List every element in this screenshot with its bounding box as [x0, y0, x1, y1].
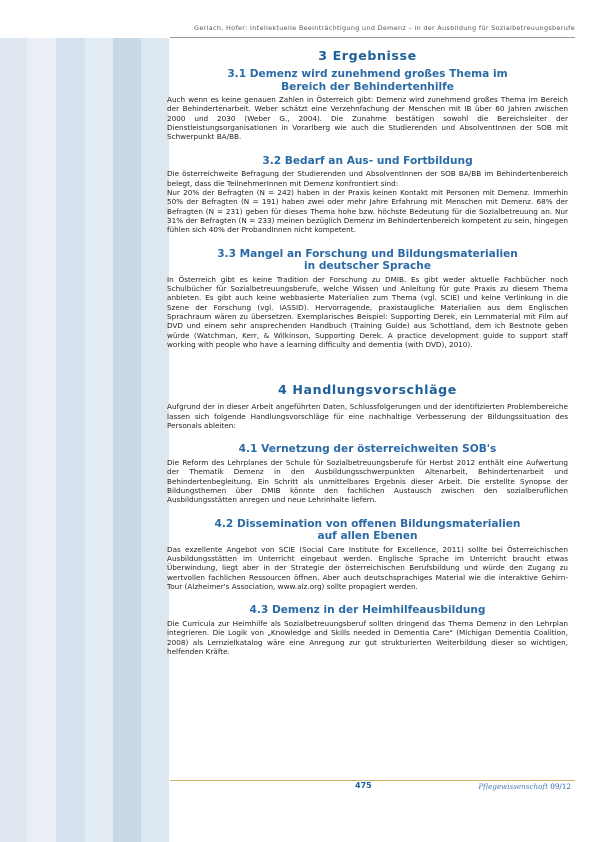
decor-stripe	[85, 38, 113, 842]
decor-stripe	[27, 38, 56, 842]
section-4-1-paragraph: Die Reform des Lehrplanes der Schule für Sozialbetreuungsberufe für Herbst 2012 enthält eine Aufwertung der Thematik Demenz in den Ausbildungsschwerpunkten Altenarbeit, Behindertenarbeit und Behindertenbegleitung. Ein Schritt als unmittelbares Ergebnis dieser Arbeit. Die erstellte Synopse der Bildungsthemen über DMIB könnte den fachlichen Austausch zwischen den sozialberuflichen Ausbildungsstätten anregen und neue Lehrinhalte liefern.	[167, 457, 568, 505]
header-rule	[170, 37, 575, 38]
section-4-2-title-line1: 4.2 Dissemination von offenen Bildungsmaterialien	[214, 517, 521, 530]
journal-footer	[478, 782, 571, 791]
decor-stripe	[0, 38, 27, 842]
section-4-3-title: 4.3 Demenz in der Heimhilfeausbildung	[249, 604, 486, 617]
section-3-1-paragraph: Auch wenn es keine genauen Zahlen in Österreich gibt: Demenz wird zunehmend großes Thema im Bereich der Behindertenarbeit. Weber schätzt eine Verzehnfachung der Menschen mit IB über 60 Jahren zwischen 2000 und 2030 (Weber G., 2004). Die Zunahme bestätigen sowohl die Bereichsleiter der Dienstleistungsorganisationen in Vorarlberg wie auch die Studierenden und AbsolventInnen der SOB mit Schwerpunkt BA/BB.	[167, 95, 568, 142]
decor-stripe	[141, 38, 169, 842]
running-head: Gerlach, Hofer: Intellektuelle Beeinträchtigung und Demenz – in der Ausbildung für Sozialbetreuungsberufe	[194, 24, 575, 32]
section-3-1-title-line2: Bereich der Behindertenhilfe	[281, 80, 454, 93]
section-4-1-title: 4.1 Vernetzung der österreichweiten SOB's	[238, 443, 497, 456]
section-3-3-paragraph: In Österreich gibt es keine Tradition der Forschung zu DMIB. Es gibt weder aktuelle Fachbücher noch Schulbücher für Sozialbetreuungsberufe, welche Wissen und Anleitung für gute Praxis zu diesem Thema anbieten. Es gibt auch keine webbasierte Materialien zum Thema (vgl. SCIE) und keine Verlinkung in die Szene der Forschung (vgl. IASSID). Hervorragende, praxistaugliche Materialien aus dem Englischen Sprachraum wären zu übersetzen. Exemplarisches Beispiel: Supporting Derek, ein Lernmaterial mit Film auf DVD und einem sehr ansprechenden Handbuch (Training Guide) aus Schottland, dem ich Bestnote geben würde (Watchman, Kerr, & Wilkinson, Supporting Derek. A practice development guide to support staff working with people who have a learning difficulty and dementia (with DVD), 2010).	[167, 274, 568, 350]
section-4-3-paragraph: Die Curricula zur Heimhilfe als Sozialbetreuungsberuf sollten dringend das Thema Demenz in den Lehrplan integrieren. Die Logik von „Knowledge and Skills needed in Dementia Care" (Michigan Dementia Coalition, 2008) als Lernzielkatalog wäre eine Anregung zur gut strukturierten Weiterbildung dieser so wichtigen, helfenden Kräfte.	[167, 618, 568, 656]
section-4-2-paragraph: Das exzellente Angebot von SCIE (Social Care Institute for Excellence, 2011) sollte bei Österreichischen Ausbildungsstätten im Unterricht eingebaut werden. Englische Sprache im Unterricht braucht etwas Überwindung, liegt aber in der Strategie der österreichischen Berufsbildung und würde den Zugang zu wertvollen fachlichen Ressourcen öffnen. Aber auch deutschsprachiges Material wie die interaktive Gehirn-Tour (Alzheimer's Association, www.alz.org) sollte propagiert werden.	[167, 544, 568, 591]
section-3-2-paragraph-1: Die österreichweite Befragung der Studierenden und AbsolventInnen der SOB BA/BB im Behindertenbereich belegt, dass die TeilnehmerInnen mit Demenz konfrontiert sind:	[167, 169, 568, 188]
page-number: 475	[355, 781, 372, 790]
decor-stripe	[56, 38, 85, 842]
page-content	[167, 48, 568, 656]
footer-rule	[170, 780, 575, 781]
section-3-3-title-line2: in deutscher Sprache	[303, 260, 432, 273]
section-3-title: 3 Ergebnisse	[318, 48, 417, 63]
journal-name: Pflegewissenschaft	[478, 782, 548, 791]
decor-stripe	[113, 38, 141, 842]
journal-issue: 09/12	[550, 782, 571, 791]
section-4-2-title-line2: auf allen Ebenen	[317, 530, 418, 543]
section-3-2-paragraph-2: Nur 20% der Befragten (N = 242) haben in der Praxis keinen Kontakt mit Personen mit Demenz. Immerhin 50% der Befragten (N = 191) haben zwei oder mehr Jahre Erfahrung mit Menschen mit Demenz. 68% der Befragten (N = 231) geben für dieses Thema hohe bzw. höchste Bedeutung für die Sozialbetreuung an. Nur 31% der Befragten (N = 233) meinen bezüglich Demenz im Behindertenbereich kompetent zu sein, hingegen fühlen sich 40% der ProbandInnen nicht kompetent.	[167, 187, 568, 235]
section-3-3-title-line1: 3.3 Mangel an Forschung und Bildungsmaterialien	[217, 247, 518, 260]
section-3-2-title: 3.2 Bedarf an Aus- und Fortbildung	[262, 154, 473, 167]
section-3-1-title-line1: 3.1 Demenz wird zunehmend großes Thema im	[227, 68, 508, 80]
section-4-intro: Aufgrund der in dieser Arbeit angeführten Daten, Schlussfolgerungen und der identifizierten Problembereiche lassen sich folgende Handlungsvorschläge für eine nachhaltige Verbesserung der Bildungssituation des Personals ableiten:	[167, 402, 568, 431]
section-4-title: 4 Handlungsvorschläge	[278, 382, 457, 398]
